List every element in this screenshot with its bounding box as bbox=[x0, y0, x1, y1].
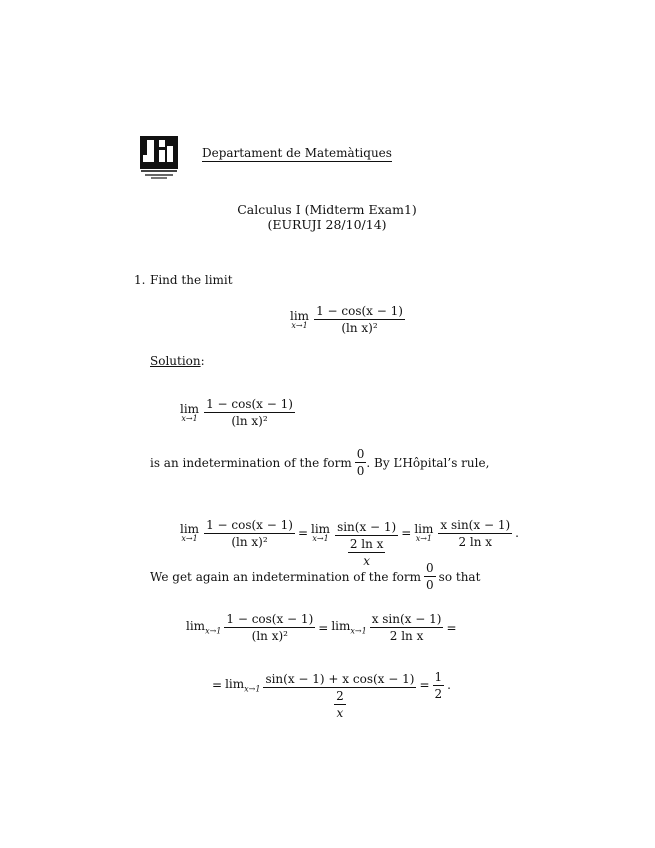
department-name: Departament de Matemàtiques bbox=[202, 146, 392, 160]
exam-title-line2: (EURUJI 28/10/14) bbox=[267, 217, 387, 232]
fraction: $\frac{1 - \cos(x - 1)}{\text{(ln x)²}}$ bbox=[206, 517, 293, 549]
lim-operator: lim x→1 bbox=[290, 308, 310, 330]
fraction: $\frac{1 - \cos(x - 1)}{\text{(ln x)²}}$ bbox=[316, 304, 403, 335]
exam-title bbox=[237, 202, 417, 232]
inline-lim: $\lim_{x\to 1}$ bbox=[186, 619, 222, 636]
fraction: $\frac{1 - \cos(x - 1)}{\text{(ln x)²}}$ bbox=[206, 397, 293, 428]
problem-text: Find the limit bbox=[150, 273, 233, 287]
one-half: $\frac{1}{2}$ bbox=[434, 669, 443, 701]
lim-operator: lim x→1 bbox=[414, 522, 434, 543]
indetermination-paragraph-2: We get again an indetermination of the form $\frac{0}{0}$ so that bbox=[150, 561, 481, 592]
fraction: $\frac{\text{x sin(x − 1)}}{\text{2 ln x}}$ bbox=[440, 517, 511, 549]
lim-operator: lim x→1 bbox=[311, 522, 331, 543]
logo-icon bbox=[139, 134, 179, 180]
compound-fraction: $\frac{\text{sin(x − 1) + x cos(x − 1)}}{\frac{2}{x}}$ bbox=[265, 672, 415, 720]
problem-statement bbox=[134, 273, 233, 287]
problem-limit-formula bbox=[290, 304, 405, 335]
university-logo bbox=[139, 134, 179, 180]
solution-label: Solution: bbox=[150, 354, 205, 368]
problem-number: 1. bbox=[134, 273, 146, 287]
final-equation-line-1: $\lim_{x\to 1}$ $\frac{1 - \cos(x - 1)}{\text{(ln x)²}}$ = $\lim_{x\to 1}$ $\frac{\text{x sin(x − 1)}}{\text{2 ln x}}$ = bbox=[186, 612, 457, 643]
fraction: $\frac{\text{x sin(x − 1)}}{\text{2 ln x}}$ bbox=[371, 612, 442, 643]
indetermination-paragraph-1: is an indetermination of the form $\frac{0}{0}$ . By L’Hôpital’s rule, bbox=[150, 447, 490, 478]
inline-lim: $\lim_{x\to 1}$ bbox=[331, 619, 367, 636]
solution-limit-formula bbox=[180, 397, 295, 428]
zero-over-zero: $\frac{0}{0}$ bbox=[356, 447, 365, 478]
compound-fraction: $\frac{\sin(x - 1)}{\frac{\text{2 ln x}}{x}}$ bbox=[337, 520, 397, 568]
lim-operator: lim x→1 bbox=[180, 522, 200, 543]
zero-over-zero: $\frac{0}{0}$ bbox=[426, 561, 434, 592]
inline-lim: $\lim_{x\to 1}$ bbox=[225, 676, 261, 694]
final-equation-line-2: = $\lim_{x\to 1}$ $\frac{\text{sin(x − 1) + x cos(x − 1)}}{\frac{2}{x}}$ = $\frac{1}{2}$ . bbox=[212, 669, 451, 720]
lim-operator: lim x→1 bbox=[180, 401, 200, 423]
exam-title-line1: Calculus I (Midterm Exam1) bbox=[237, 202, 417, 217]
lhopital-equation: lim x→1 $\frac{1 - \cos(x - 1)}{\text{(ln x)²}}$ = lim x→1 $\frac{\sin(x - 1)}{\frac{\text{2 ln x}}{x}}$ = lim x→1 $\frac{\text{x sin(x − 1)}}{\text{2 ln x}}$ . bbox=[180, 517, 519, 568]
fraction: $\frac{1 - \cos(x - 1)}{\text{(ln x)²}}$ bbox=[226, 612, 314, 643]
